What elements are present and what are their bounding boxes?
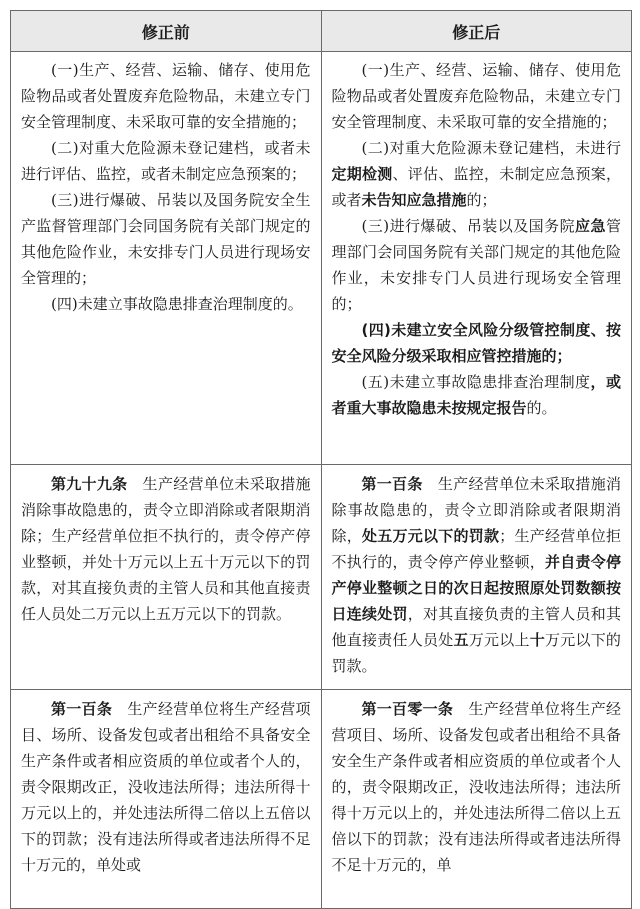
clause-4: (四)未建立安全风险分级管控制度、按安全风险分级采取相应管控措施的； [331, 321, 621, 365]
clause-1: (一)生产、经营、运输、储存、使用危险物品或者处置废弃危险物品，未建立专门安全管理制度、未采取可靠的安全措施的； [331, 61, 621, 131]
cell-before [11, 690, 321, 908]
cell-before [11, 465, 321, 689]
cell-after [321, 690, 632, 908]
article-number: 第一百零一条 [361, 700, 454, 718]
header-before: 修正前 [141, 22, 190, 42]
table-header [11, 11, 631, 52]
clause-1: (一)生产、经营、运输、储存、使用危险物品或者处置废弃危险物品，未建立专门安全管理制度、未采取可靠的安全措施的； [21, 61, 311, 131]
article-text: 第一百条 生产经营单位将生产经营项目、场所、设备发包或者出租给不具备安全生产条件或者相应资质的单位或者个人的，责令限期改正，没收违法所得；违法所得十万元以上的，并处违法所得二倍以上五倍以下的罚款；没有违法所得或者违法所得不足十万元的，单处或 [21, 700, 311, 874]
clause-2: (二)对重大危险源未登记建档，或者未进行评估、监控，或者未制定应急预案的； [21, 139, 311, 183]
article-text: 第一百条 生产经营单位未采取措施消除事故隐患的，责令立即消除或者限期消除，处五万元以下的罚款；生产经营单位拒不执行的，责令停产停业整顿，并自责令停产停业整顿之日的次日起按照原处罚数额按日连续处罚，对其直接负责的主管人员和其他直接责任人员处五万元以上十万元以下的罚款。 [331, 475, 621, 675]
article-text: 第九十九条 生产经营单位未采取措施消除事故隐患的，责令立即消除或者限期消除；生产经营单位拒不执行的，责令停产停业整顿，并处十万元以上五十万元以下的罚款，对其直接负责的主管人员和其他直接责任人员处二万元以上五万元以下的罚款。 [21, 475, 311, 623]
article-number: 第九十九条 [51, 475, 128, 493]
clause-3: (三)进行爆破、吊装以及国务院应急管理部门会同国务院有关部门规定的其他危险作业，未安排专门人员进行现场安全管理的； [331, 217, 621, 313]
header-after: 修正后 [321, 11, 632, 51]
clause-5: (五)未建立事故隐患排查治理制度，或者重大事故隐患未按规定报告的。 [331, 373, 621, 417]
clause-3: (三)进行爆破、吊装以及国务院安全生产监督管理部门会同国务院有关部门规定的其他危险作业，未安排专门人员进行现场安全管理的； [21, 191, 311, 287]
table-row [11, 52, 631, 465]
table-row [11, 465, 631, 690]
cell-after [321, 52, 632, 464]
clause-2: (二)对重大危险源未登记建档，未进行定期检测、评估、监控，未制定应急预案，或者未告知应急措施的； [331, 139, 621, 209]
article-text: 第一百零一条 生产经营单位将生产经营项目、场所、设备发包或者出租给不具备安全生产条件或者相应资质的单位或者个人的，责令限期改正，没收违法所得；违法所得十万元以上的，并处违法所得二倍以上五倍以下的罚款；没有违法所得或者违法所得不足十万元的，单 [331, 700, 621, 874]
cell-before [11, 52, 321, 464]
table-row [11, 690, 631, 908]
article-number: 第一百条 [361, 475, 423, 493]
article-number: 第一百条 [51, 700, 113, 718]
cell-after [321, 465, 632, 689]
comparison-table [10, 10, 632, 909]
clause-4: (四)未建立事故隐患排查治理制度的。 [51, 295, 303, 313]
